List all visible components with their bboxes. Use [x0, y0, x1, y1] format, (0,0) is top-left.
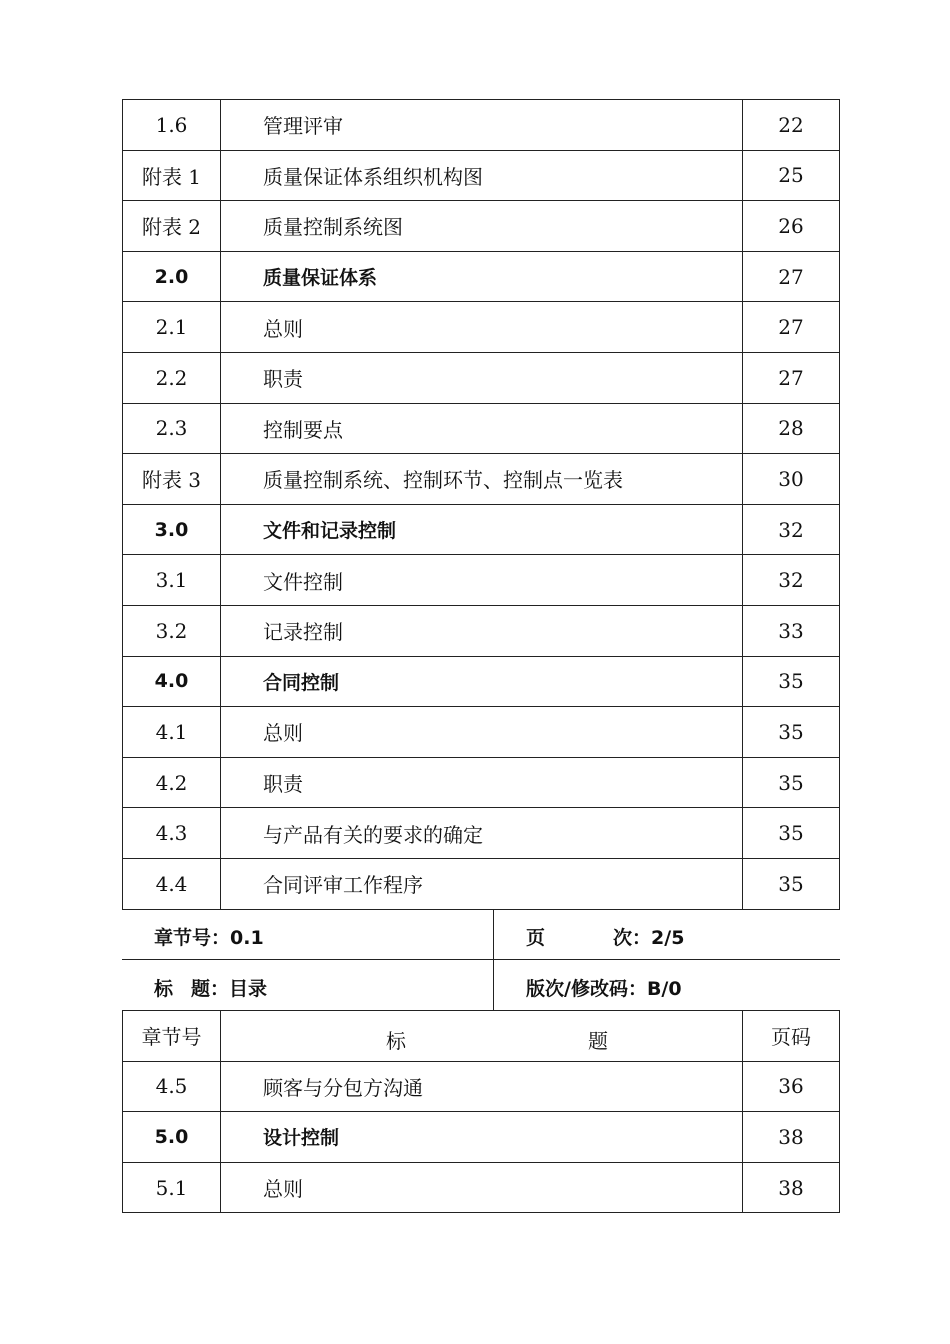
toc-row: [123, 150, 840, 201]
toc-row: [123, 352, 840, 403]
toc-row: [123, 302, 840, 353]
toc-page-number: 35: [743, 757, 840, 808]
toc-title: 控制要点: [221, 403, 743, 454]
toc-chapter-number: 2.2: [123, 352, 221, 403]
page-value: 2/5: [651, 927, 685, 949]
version: [526, 974, 682, 1001]
col-header-title: [221, 1011, 743, 1062]
page-label-a: 页: [526, 927, 546, 949]
toc-row: [123, 656, 840, 707]
toc-row: [123, 1162, 840, 1213]
doc-title: [154, 974, 267, 1001]
toc-title: 质量控制系统、控制环节、控制点一览表: [221, 454, 743, 505]
toc-row: [123, 757, 840, 808]
toc-page-number: 30: [743, 454, 840, 505]
toc-page-number: 26: [743, 201, 840, 252]
toc-chapter-number: 3.1: [123, 555, 221, 606]
toc-chapter-number: 4.1: [123, 707, 221, 758]
version-label: 版次/修改码：: [526, 978, 647, 1000]
toc-page-number: 22: [743, 100, 840, 151]
toc-title: 顾客与分包方沟通: [221, 1061, 743, 1112]
toc-title: 合同评审工作程序: [221, 858, 743, 909]
col-header-chapter: 章节号: [123, 1011, 221, 1062]
toc-title: 管理评审: [221, 100, 743, 151]
toc-title: 记录控制: [221, 605, 743, 656]
toc-table-top: [122, 99, 840, 910]
toc-chapter-number: 3.2: [123, 605, 221, 656]
toc-page-number: 36: [743, 1061, 840, 1112]
toc-page-number: 35: [743, 707, 840, 758]
toc-title: 文件和记录控制: [221, 504, 743, 555]
header-divider: [493, 909, 494, 1010]
toc-page-number: 32: [743, 555, 840, 606]
toc-page-number: 35: [743, 808, 840, 859]
toc-title: 总则: [221, 1162, 743, 1213]
toc-page-number: 35: [743, 858, 840, 909]
toc-chapter-number: 2.0: [123, 251, 221, 302]
toc-title: 设计控制: [221, 1112, 743, 1163]
toc-title: 职责: [221, 352, 743, 403]
toc-page-number: 27: [743, 302, 840, 353]
toc-chapter-number: 4.5: [123, 1061, 221, 1112]
header-row-2: [122, 959, 840, 1010]
toc-chapter-number: 1.6: [123, 100, 221, 151]
toc-row: [123, 251, 840, 302]
toc-row: [123, 808, 840, 859]
toc-chapter-number: 4.0: [123, 656, 221, 707]
page-label-b: 次：: [613, 927, 652, 949]
page-count: [526, 923, 684, 950]
toc-page-number: 25: [743, 150, 840, 201]
title-label-a: 标: [154, 978, 174, 1000]
toc-page-number: 38: [743, 1112, 840, 1163]
col-header-page: 页码: [743, 1011, 840, 1062]
toc-title: 职责: [221, 757, 743, 808]
toc-chapter-number: 2.1: [123, 302, 221, 353]
toc-row: [123, 707, 840, 758]
col-header-title-b: 题: [588, 1029, 608, 1053]
toc-row: [123, 555, 840, 606]
toc-row: [123, 858, 840, 909]
toc-page-number: 35: [743, 656, 840, 707]
toc-row: [123, 1112, 840, 1163]
toc-title: 总则: [221, 302, 743, 353]
chapter-label: 章节号：: [154, 927, 231, 949]
version-value: B/0: [646, 978, 682, 1000]
toc-row: [123, 454, 840, 505]
toc-page-number: 27: [743, 352, 840, 403]
toc-chapter-number: 5.1: [123, 1162, 221, 1213]
toc-title: 总则: [221, 707, 743, 758]
chapter-value: 0.1: [230, 927, 264, 949]
toc-row: [123, 504, 840, 555]
toc-row: [123, 1061, 840, 1112]
toc-chapter-number: 附表 2: [123, 201, 221, 252]
toc-chapter-number: 附表 1: [123, 150, 221, 201]
toc-title: 与产品有关的要求的确定: [221, 808, 743, 859]
document-header: [122, 909, 840, 1010]
toc-row: [123, 201, 840, 252]
toc-top-body: [123, 100, 840, 910]
col-header-title-a: 标: [386, 1029, 406, 1053]
toc-chapter-number: 4.2: [123, 757, 221, 808]
toc-page-number: 28: [743, 403, 840, 454]
column-header-row: [123, 1011, 840, 1062]
toc-title: 文件控制: [221, 555, 743, 606]
toc-page-number: 32: [743, 504, 840, 555]
toc-title: 质量保证体系组织机构图: [221, 150, 743, 201]
toc-page-number: 38: [743, 1162, 840, 1213]
title-value: 目录: [229, 978, 268, 1000]
toc-chapter-number: 3.0: [123, 504, 221, 555]
toc-row: [123, 100, 840, 151]
toc-row: [123, 403, 840, 454]
toc-chapter-number: 附表 3: [123, 454, 221, 505]
toc-table-bottom: [122, 1010, 840, 1213]
toc-chapter-number: 2.3: [123, 403, 221, 454]
toc-page-number: 27: [743, 251, 840, 302]
toc-chapter-number: 5.0: [123, 1112, 221, 1163]
toc-title: 质量控制系统图: [221, 201, 743, 252]
toc-chapter-number: 4.4: [123, 858, 221, 909]
toc-page-number: 33: [743, 605, 840, 656]
toc-title: 质量保证体系: [221, 251, 743, 302]
title-label-b: 题：: [191, 978, 230, 1000]
toc-title: 合同控制: [221, 656, 743, 707]
chapter-number: [154, 923, 264, 950]
header-row-1: [122, 909, 840, 959]
toc-bottom-body: [123, 1011, 840, 1213]
toc-chapter-number: 4.3: [123, 808, 221, 859]
toc-row: [123, 605, 840, 656]
